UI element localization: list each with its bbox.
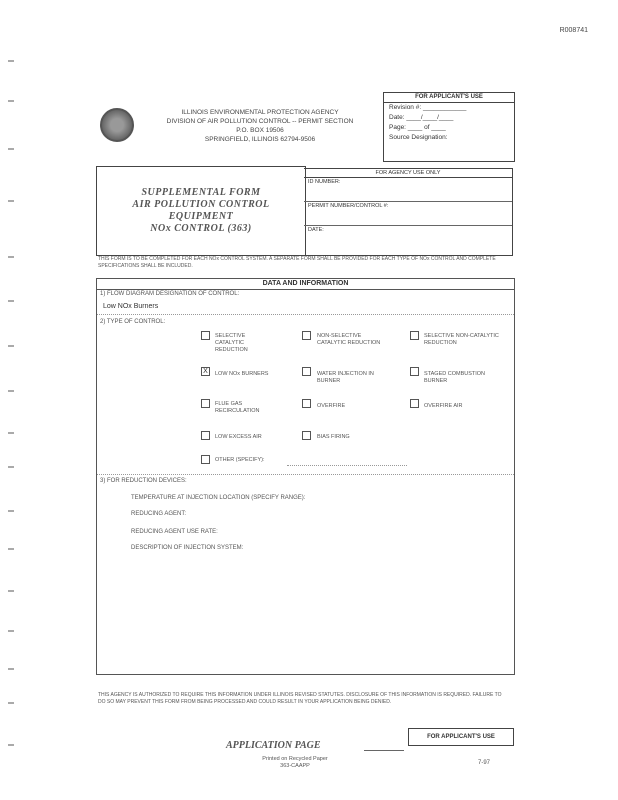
section-header: DATA AND INFORMATION (97, 279, 514, 290)
agency-division: DIVISION OF AIR POLLUTION CONTROL -- PERMIT SECTION (166, 118, 354, 125)
option-bias-firing-label: BIAS FIRING (317, 434, 350, 440)
form-title-line1: SUPPLEMENTAL FORM (141, 187, 261, 198)
checkbox-scr[interactable] (201, 331, 210, 340)
option-flue-gas-label: FLUE GAS RECIRCULATION (215, 401, 260, 414)
checkbox-overfire[interactable] (302, 399, 311, 408)
checkbox-other[interactable] (201, 455, 210, 464)
form-title-line2: AIR POLLUTION CONTROL (132, 199, 270, 210)
permit-number-field[interactable]: PERMIT NUMBER/CONTROL #: (304, 202, 512, 226)
option-sncr-label: SELECTIVE NON-CATALYTIC REDUCTION (424, 333, 499, 346)
applicant-use-header: FOR APPLICANT'S USE (384, 93, 514, 103)
agency-name: ILLINOIS ENVIRONMENTAL PROTECTION AGENCY (181, 109, 339, 116)
agency-header (140, 108, 380, 144)
option-nscr-label: NON-SELECTIVE CATALYTIC REDUCTION (317, 333, 381, 346)
form-title-box (96, 166, 306, 256)
checkbox-sncr[interactable] (410, 331, 419, 340)
q3-temperature: TEMPERATURE AT INJECTION LOCATION (SPECIFY RANGE): (131, 495, 306, 501)
application-page-field[interactable] (364, 750, 404, 751)
form-code: 363-CAAPP (280, 763, 310, 769)
checkbox-nscr[interactable] (302, 331, 311, 340)
id-number-field[interactable]: ID NUMBER: (304, 178, 512, 202)
revision-field[interactable]: Revision #: ____________ (389, 104, 467, 111)
form-title-line3: EQUIPMENT (168, 211, 234, 222)
date-field[interactable]: Date: ____/____/____ (389, 114, 454, 121)
q1-label: 1) FLOW DIAGRAM DESIGNATION OF CONTROL: (100, 291, 240, 297)
state-seal-icon (100, 108, 134, 142)
option-water-injection-label: WATER INJECTION IN BURNER (317, 371, 374, 384)
footer-applicant-use-box: FOR APPLICANT'S USE (408, 728, 514, 746)
data-section (96, 278, 515, 675)
application-page-label: APPLICATION PAGE (226, 740, 321, 751)
option-scr-label: SELECTIVE CATALYTIC REDUCTION (215, 333, 248, 353)
footer-disclosure: THIS AGENCY IS AUTHORIZED TO REQUIRE THIS INFORMATION UNDER ILLINOIS REVISED STATUTES. DISCLOSURE OF THIS INFORMATION IS REQUIRED. FAILURE TO DO SO MAY PREVENT THIS FORM FROM BEING PROCESSED AND COULD RESULT IN YOUR APPLICATION BEING DENIED. (98, 692, 502, 705)
agency-use-box (304, 168, 513, 256)
option-overfire-air-label: OVERFIRE AIR (424, 403, 463, 409)
form-title-line4: NOx CONTROL (363) (150, 223, 252, 234)
option-other-label: OTHER (SPECIFY): (215, 457, 265, 463)
agency-use-header: FOR AGENCY USE ONLY (304, 169, 512, 178)
checkbox-low-nox-burners[interactable]: X (201, 367, 210, 376)
agency-pobox: P.O. BOX 19506 (236, 127, 284, 134)
checkbox-overfire-air[interactable] (410, 399, 419, 408)
option-low-excess-air-label: LOW EXCESS AIR (215, 434, 262, 440)
document-id: R008741 (559, 27, 588, 34)
checkbox-flue-gas[interactable] (201, 399, 210, 408)
agency-date-field[interactable]: DATE: (308, 227, 324, 233)
footer-sub (230, 756, 360, 770)
applicant-use-box (383, 92, 515, 162)
q3-use-rate: REDUCING AGENT USE RATE: (131, 529, 218, 535)
option-overfire-label: OVERFIRE (317, 403, 346, 409)
q1-answer[interactable]: Low NOx Burners (103, 303, 159, 310)
checkbox-staged-combustion[interactable] (410, 367, 419, 376)
q2-label: 2) TYPE OF CONTROL: (100, 319, 166, 325)
form-instructions: THIS FORM IS TO BE COMPLETED FOR EACH NOx CONTROL SYSTEM. A SEPARATE FORM SHALL BE PROVIDED FOR EACH TYPE OF NOx CONTROL AND COMPLETE SPECIFICATIONS SHALL BE INCLUDED. (98, 256, 496, 269)
option-staged-combustion-label: STAGED COMBUSTION BURNER (424, 371, 486, 384)
page-number: 7-97 (478, 760, 491, 766)
checkbox-bias-firing[interactable] (302, 431, 311, 440)
q3-reducing-agent: REDUCING AGENT: (131, 511, 187, 517)
option-low-nox-label: LOW NOx BURNERS (215, 371, 269, 377)
checkbox-low-excess-air[interactable] (201, 431, 210, 440)
checkbox-water-injection[interactable] (302, 367, 311, 376)
recycled-paper-note: Printed on Recycled Paper (262, 756, 328, 762)
q3-injection-system: DESCRIPTION OF INJECTION SYSTEM: (131, 545, 244, 551)
agency-city: SPRINGFIELD, ILLINOIS 62794-9506 (204, 136, 316, 143)
q3-label: 3) FOR REDUCTION DEVICES: (100, 478, 187, 484)
page-field[interactable]: Page: ____ of ____ (389, 124, 446, 131)
source-designation-field[interactable]: Source Designation: (389, 134, 448, 141)
